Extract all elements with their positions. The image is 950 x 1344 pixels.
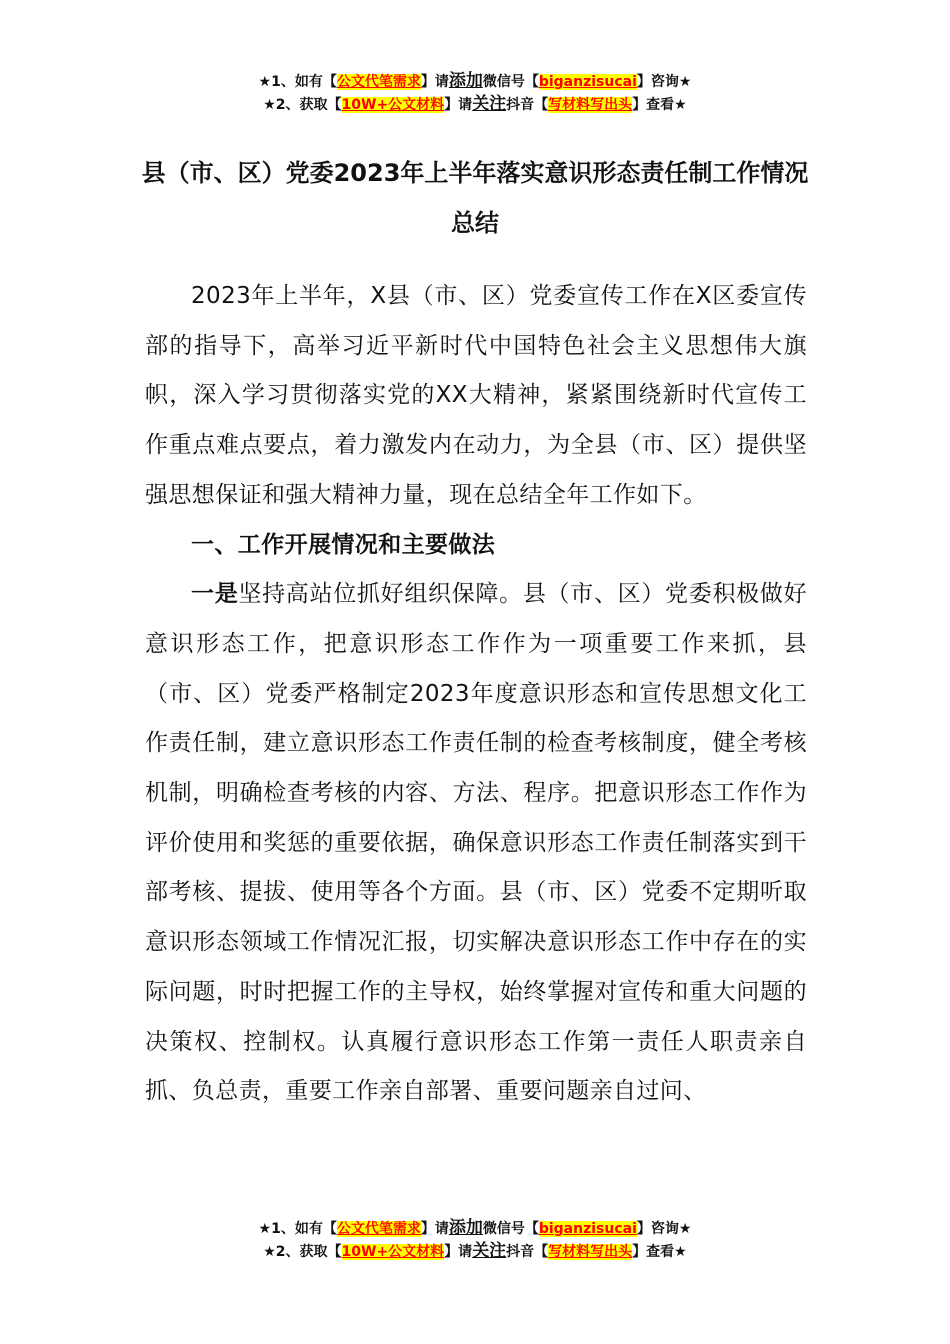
promo-douyin-id: 写材料写出头 — [548, 97, 633, 113]
promo-text: 】查看★ — [632, 1244, 687, 1260]
promo-highlight: 公文代笔需求 — [336, 1221, 421, 1237]
promo-banner-top — [0, 70, 950, 116]
promo-text: 】请 — [420, 1221, 449, 1237]
point-paragraph — [145, 570, 807, 1117]
promo-highlight: 10W+公文材料 — [341, 1244, 445, 1260]
promo-wechat-id: biganzisucai — [538, 74, 637, 90]
promo-text: 】咨询★ — [636, 1221, 692, 1237]
promo-line-1 — [0, 70, 950, 93]
promo-text: 抖音【 — [506, 97, 549, 113]
point-text: 坚持高站位抓好组织保障。县（市、区）党委积极做好意识形态工作，把意识形态工作作为一项重要工作来抓，县（市、区）党委严格制定2023年度意识形态和宣传思想文化工作责任制，建立意识形态工作责任制的检查考核制度，健全考核机制，明确检查考核的内容、方法、程序。把意识形态工作作为评价使用和奖惩的重要依据，确保意识形态工作责任制落实到干部考核、提拔、使用等各个方面。县（市、区）党委不定期听取意识形态领域工作情况汇报，切实解决意识形态工作中存在的实际问题，时时把握工作的主导权，始终掌握对宣传和重大问题的决策权、控制权。认真履行意识形态工作第一责任人职责亲自抓、负总责，重要工作亲自部署、重要问题亲自过问、 — [145, 581, 807, 1105]
promo-text: ★2、获取【 — [263, 1244, 342, 1260]
promo-text: ★1、如有【 — [258, 1221, 337, 1237]
intro-paragraph: 2023年上半年，X县（市、区）党委宣传工作在X区委宣传部的指导下，高举习近平新时代中国特色社会主义思想伟大旗帜，深入学习贯彻落实党的XX大精神，紧紧围绕新时代宣传工作重点难点要点，着力激发内在动力，为全县（市、区）提供坚强思想保证和强大精神力量，现在总结全年工作如下。 — [145, 283, 807, 508]
promo-line-2 — [0, 93, 950, 116]
document-body — [145, 272, 807, 1117]
promo-text: 抖音【 — [506, 1244, 549, 1260]
promo-text: ★2、获取【 — [263, 97, 342, 113]
document-title: 县（市、区）党委2023年上半年落实意识形态责任制工作情况总结 — [141, 159, 809, 237]
promo-douyin-id: 写材料写出头 — [548, 1244, 633, 1260]
promo-text: 微信号【 — [482, 1221, 539, 1237]
promo-text: 】请 — [444, 97, 473, 113]
promo-text: 微信号【 — [482, 74, 539, 90]
section-heading: 一、工作开展情况和主要做法 — [191, 531, 496, 558]
promo-emphasis: 添加 — [448, 1218, 483, 1238]
promo-wechat-id: biganzisucai — [538, 1221, 637, 1237]
promo-text: ★1、如有【 — [258, 74, 337, 90]
promo-highlight: 公文代笔需求 — [336, 74, 421, 90]
promo-emphasis: 添加 — [448, 71, 483, 91]
promo-line-1 — [0, 1217, 950, 1240]
promo-text: 】请 — [444, 1244, 473, 1260]
promo-line-2 — [0, 1240, 950, 1263]
promo-banner-bottom — [0, 1217, 950, 1263]
promo-text: 】咨询★ — [636, 74, 692, 90]
promo-emphasis: 关注 — [472, 94, 507, 114]
point-lead: 一是 — [191, 581, 239, 608]
promo-emphasis: 关注 — [472, 1241, 507, 1261]
promo-highlight: 10W+公文材料 — [341, 97, 445, 113]
promo-text: 】查看★ — [632, 97, 687, 113]
promo-text: 】请 — [420, 74, 449, 90]
